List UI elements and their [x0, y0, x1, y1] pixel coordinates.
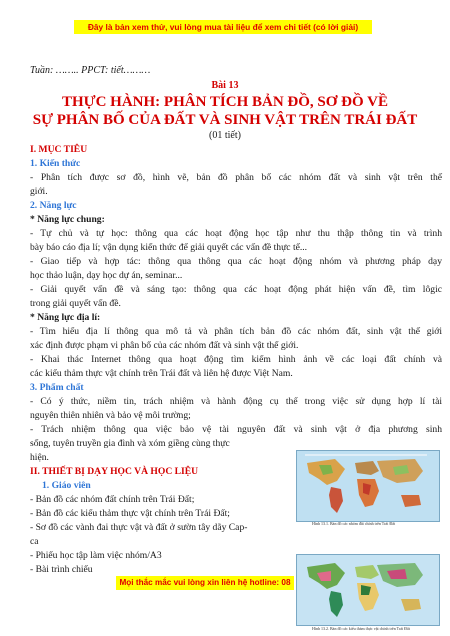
body-line: - Giải quyết vấn đề và sáng tạo: thông qua các hoạt động phát hiện vấn đề, tìm lôgic: [30, 284, 442, 295]
body-line: trong giải quyết vấn đề.: [30, 298, 121, 309]
list-item: - Bản đồ các kiểu thảm thực vật chính trên Trái Đất;: [30, 508, 230, 519]
section-heading-objectives: I. MỤC TIÊU: [30, 144, 88, 155]
body-line: các kiểu thảm thực vật chính trên Trái đất và liên hệ được Việt Nam.: [30, 368, 293, 379]
body-line: - Tự chủ và tự học: thông qua các hoạt động học tập như thu thập thông tin và trình: [30, 228, 442, 239]
subheading-knowledge: 1. Kiến thức: [30, 158, 81, 169]
body-line: - Giao tiếp và hợp tác: thông qua thông qua các hoạt động nhóm và phương pháp dạy: [30, 256, 442, 267]
body-line: giới.: [30, 186, 48, 197]
preview-banner: Đây là bản xem thử, vui lòng mua tài liệu để xem chi tiết (có lời giải): [74, 20, 372, 34]
hotline-banner: Mọi thắc mắc vui lòng xin liên hệ hotline: 08: [116, 576, 294, 590]
soil-map-caption: Hình 13.1. Bản đồ các nhóm đất chính trên Trái Đất: [312, 521, 396, 526]
lesson-title-line-2: SỰ PHÂN BỐ CỦA ĐẤT VÀ SINH VẬT TRÊN TRÁI ĐẤT: [32, 112, 418, 128]
list-item: - Bản đồ các nhóm đất chính trên Trái Đất;: [30, 494, 195, 505]
body-line: học thảo luận, dạy học dự án, seminar...: [30, 270, 183, 281]
subheading-teacher: 1. Giáo viên: [42, 480, 91, 491]
soil-groups-world-map: [296, 450, 440, 522]
body-line: - Trách nhiệm thông qua việc bảo vệ tài nguyên đất và sinh vật ở địa phương sinh: [30, 424, 442, 435]
list-item: - Sơ đồ các vành đai thực vật và đất ở sườn tây dãy Cap-: [30, 522, 248, 533]
list-item: - Bài trình chiếu: [30, 564, 93, 575]
body-line: bày báo cáo địa lí; vận dụng kiến thức để giải quyết các vấn đề thực tế...: [30, 242, 308, 253]
lesson-period: (01 tiết): [209, 130, 241, 141]
lesson-title-line-1: THỰC HÀNH: PHÂN TÍCH BẢN ĐỒ, SƠ ĐỒ VỀ: [61, 94, 388, 110]
subheading-qualities: 3. Phẩm chất: [30, 382, 84, 393]
body-line: hiện.: [30, 452, 49, 463]
section-heading-equipment: II. THIẾT BỊ DẠY HỌC VÀ HỌC LIỆU: [30, 466, 199, 477]
body-line: sống, tuyên truyền gia đình và xóm giềng cùng thực: [30, 438, 230, 449]
body-line: xác định được phạm vi phân bố của các nhóm đất và sinh vật thế giới.: [30, 340, 299, 351]
week-period-line: Tuần: …….. PPCT: tiết………: [30, 65, 151, 76]
body-line: - Tìm hiểu địa lí thông qua mô tả và phân tích bản đồ các nhóm đất, sinh vật thế giới: [30, 326, 442, 337]
body-line: - Có ý thức, niềm tin, trách nhiệm và hành động cụ thể trong việc sử dụng hợp lí tài: [30, 396, 442, 407]
subheading-geography-competence: * Năng lực địa lí:: [30, 312, 101, 323]
body-line: nguyên thiên nhiên và bảo vệ môi trường;: [30, 410, 191, 421]
body-line: - Khai thác Internet thông qua hoạt động tìm kiếm hình ảnh về các loại đất chính và: [30, 354, 442, 365]
body-line: - Phân tích được sơ đồ, hình vẽ, bản đồ phân bố các nhóm đất và sinh vật trên thế: [30, 172, 442, 183]
subheading-general-competence: * Năng lực chung:: [30, 214, 105, 225]
lesson-number: Bài 13: [211, 80, 239, 91]
list-item: - Phiếu học tập làm việc nhóm/A3: [30, 550, 162, 561]
vegetation-world-map: [296, 554, 440, 626]
list-item: ca: [30, 536, 39, 547]
vegetation-map-caption: Hình 13.2. Bản đồ các kiểu thảm thực vật chính trên Trái Đất: [312, 626, 410, 631]
subheading-competence: 2. Năng lực: [30, 200, 77, 211]
